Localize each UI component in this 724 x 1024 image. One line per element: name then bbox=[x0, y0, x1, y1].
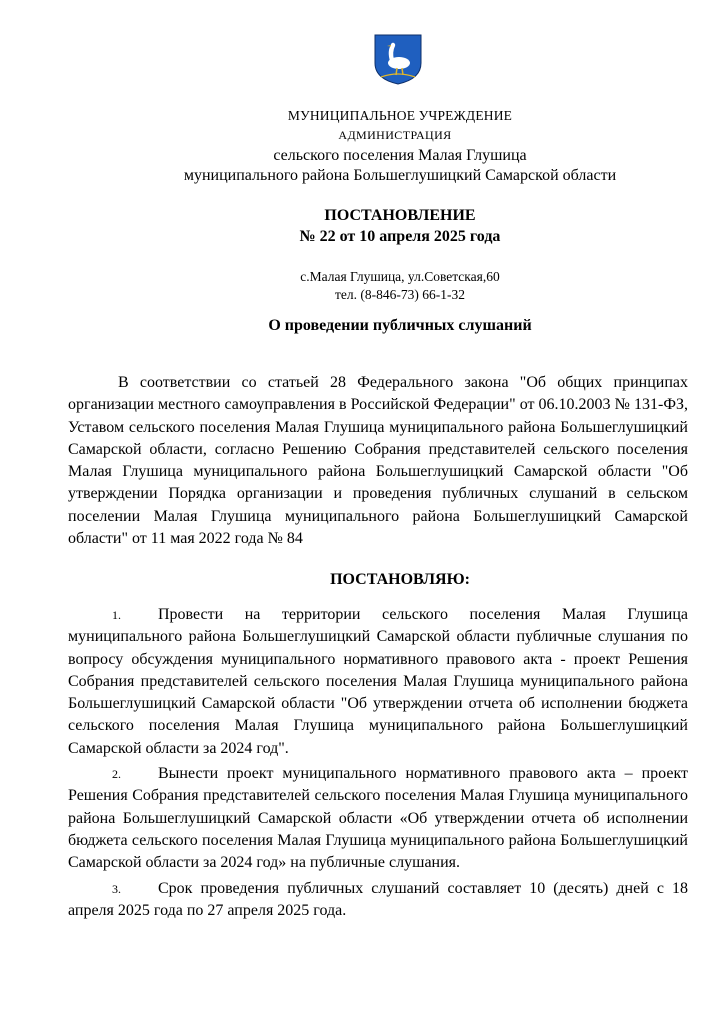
settlement-line: сельского поселения Малая Глушица bbox=[273, 147, 527, 164]
item-text: Провести на территории сельского поселения Малая Глушица муниципального района Большеглушицкий Самарской области публичные слушания по вопросу обсуждения муниципального нормативного правового акта - проект Решения Собрания представителей сельского поселения Малая Глушица муниципального района Большеглушицкий Самарской области "Об утверждении отчета об исполнении бюджета сельского поселения Малая Глушица муниципального района Большеглушицкий Самарской области за 2024 год". bbox=[68, 606, 688, 757]
document-number: № 22 от 10 апреля 2025 года bbox=[299, 228, 501, 245]
intro-text: В соответствии со статьей 28 Федерального закона "Об общих принципах организации местного самоуправления в Российской Федерации" от 06.10.2003 № 131-ФЗ, Уставом сельского поселения Малая Глушица муниципального района Большеглушицкий Самарской области, согласно Решению Собрания представителей сельского поселения Малая Глушица муниципального района Большеглушицкий Самарской области "Об утверждении Порядка организации и проведения публичных слушаний в сельском поселении Малая Глушица муниципального района Большеглушицкий Самарской области" от 11 мая 2022 года № 84 bbox=[68, 374, 688, 548]
list-item bbox=[68, 604, 688, 760]
samara-region-crest-icon bbox=[373, 33, 423, 85]
item-number: 3. bbox=[112, 881, 121, 896]
address-line: с.Малая Глушица, ул.Советская,60 bbox=[300, 269, 500, 284]
organization-line: МУНИЦИПАЛЬНОЕ УЧРЕЖДЕНИЕ bbox=[287, 108, 513, 123]
document-subject: О проведении публичных слушаний bbox=[268, 317, 532, 334]
item-text: Срок проведения публичных слушаний составляет 10 (десять) дней с 18 апреля 2025 года по 27 апреля 2025 года. bbox=[68, 879, 688, 919]
administration-line: АДМИНИСТРАЦИЯ bbox=[338, 128, 452, 142]
item-text: Вынести проект муниципального нормативного правового акта – проект Решения Собрания представителей сельского поселения Малая Глушица муниципального района Большеглушицкий Самарской области «Об утверждении отчета об исполнении бюджета сельского поселения Малая Глушица муниципального района Большеглушицкий Самарской области за 2024 год» на публичные слушания. bbox=[68, 765, 688, 872]
document-title: ПОСТАНОВЛЕНИЕ bbox=[324, 207, 476, 224]
item-number: 2. bbox=[112, 767, 121, 782]
list-item bbox=[68, 763, 688, 874]
list-item bbox=[68, 878, 688, 923]
intro-paragraph bbox=[68, 372, 688, 550]
phone-line: тел. (8-846-73) 66-1-32 bbox=[335, 287, 465, 302]
district-line: муниципального района Большеглушицкий Самарской области bbox=[183, 167, 617, 184]
item-number: 1. bbox=[112, 608, 121, 622]
decree-heading: ПОСТАНОВЛЯЮ: bbox=[330, 571, 470, 588]
decree-items bbox=[68, 604, 688, 925]
